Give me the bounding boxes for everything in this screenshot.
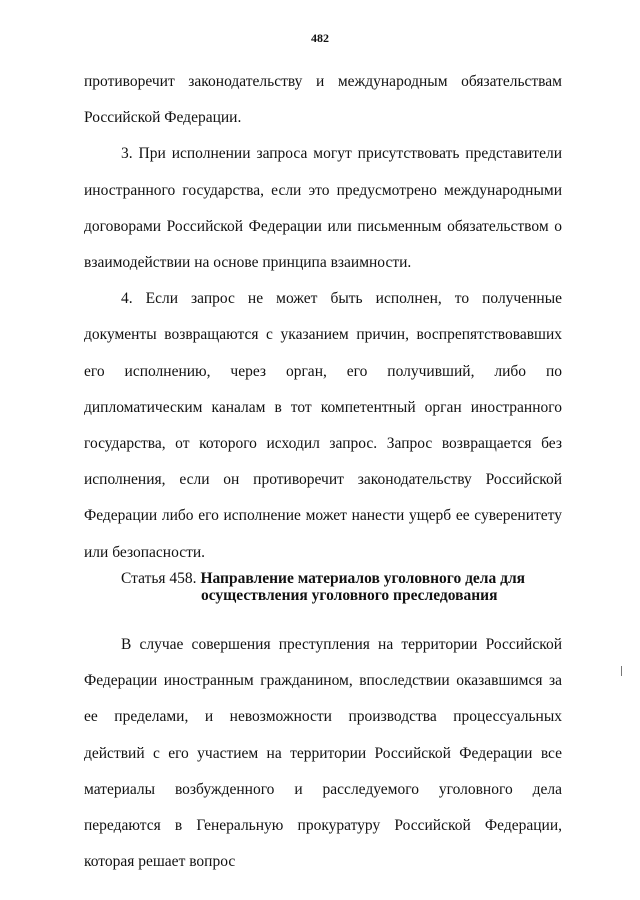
paragraph-article-body: В случае совершения преступления на территории Российской Федерации иностранным гражданином, впоследствии оказавшимся за ее пределами, и невозможности производства процессуальных действий с его участием на территории Российской Федерации все материалы возбужденного и расследуемого уголовного дела передаются в Генеральную прокуратуру Российской Федерации, которая решает вопрос	[84, 636, 562, 871]
page-number: 482	[311, 31, 329, 45]
article-heading-line1	[84, 570, 562, 587]
article-title-part1: Направление материалов уголовного дела для	[200, 570, 526, 587]
paragraph-item-4: 4. Если запрос не может быть исполнен, то полученные документы возвращаются с указанием причин, воспрепятствовавших его исполнению, через орган, его получивший, либо по дипломатическим каналам в тот компетентный орган иностранного государства, от которого исходил запрос. Запрос возвращается без исполнения, если он противоречит законодательству Российской Федерации либо его исполнение может нанести ущерб ее суверенитету или безопасности.	[84, 290, 562, 561]
paragraph-item-3: 3. При исполнении запроса могут присутствовать представители иностранного государства, если это предусмотрено международными договорами Российской Федерации или письменным обязательством о взаимодействии на основе принципа взаимности.	[84, 145, 562, 272]
article-heading	[84, 570, 562, 604]
article-title-part2: осуществления уголовного преследования	[201, 587, 498, 604]
text-block-top	[84, 64, 562, 571]
text-block-bottom	[84, 627, 562, 880]
article-number: Статья 458.	[121, 570, 197, 587]
article-heading-line2	[84, 587, 562, 604]
scan-margin-mark	[621, 666, 622, 676]
paragraph-continuation: противоречит законодательству и международным обязательствам Российской Федерации.	[84, 73, 562, 127]
